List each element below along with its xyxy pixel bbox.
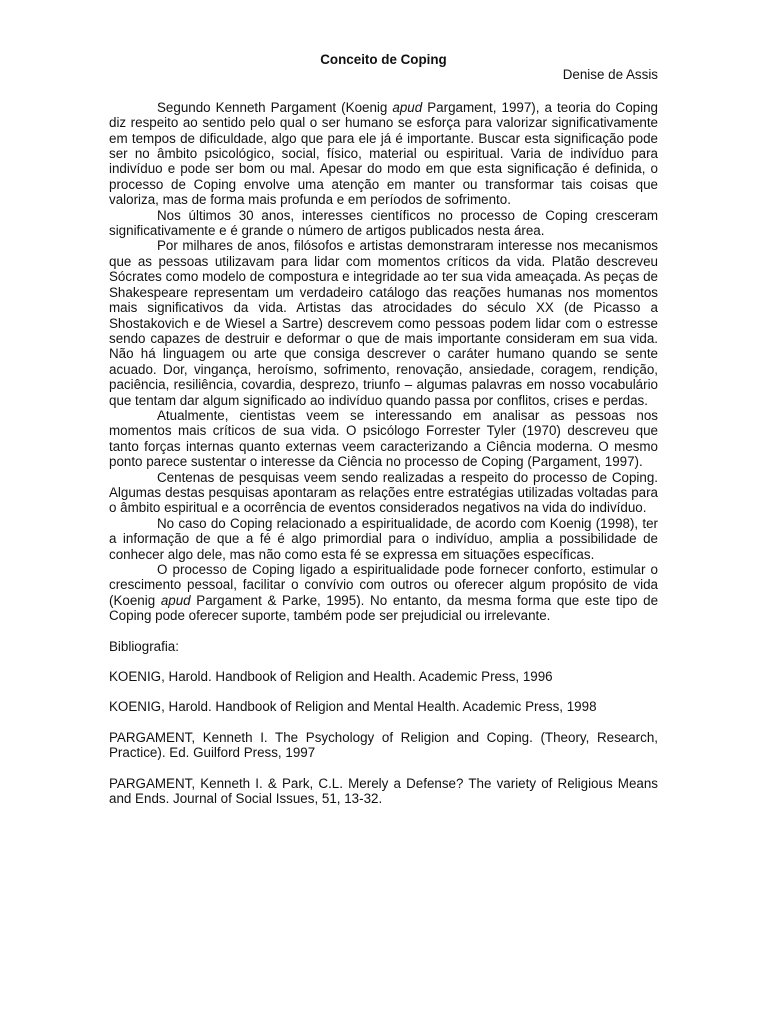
bibliography-heading: Bibliografia: xyxy=(109,638,179,654)
paragraph-text: Nos últimos 30 anos, interesses científicos no processo de Coping cresceram significativamente e é grande o número de artigos publicados nesta área. xyxy=(109,207,658,239)
bibliography-item: PARGAMENT, Kenneth I. The Psychology of Religion and Coping. (Theory, Research, Practice). Ed. Guilford Press, 1997 xyxy=(109,729,658,761)
paragraph-text: Pargament, 1997), a teoria do Coping diz respeito ao sentido pelo qual o ser humano se esforça para valorizar significativamente em tempos de dificuldade, algo que para ele já é importante. Buscar esta significação pode ser no âmbito psicológico, social, físico, material ou espiritual. Varia de indivíduo para indivíduo e pode ser bom ou mal. Apesar do modo em que esta significação é definida, o processo de Coping envolve uma atenção em manter ou transformar tais coisas que valoriza, mas de forma mais profunda e em períodos de sofrimento. xyxy=(109,99,658,208)
body-paragraph xyxy=(109,100,658,208)
body-paragraph xyxy=(109,238,658,407)
body-paragraph xyxy=(109,562,658,624)
bibliography-item: KOENIG, Harold. Handbook of Religion and Health. Academic Press, 1996 xyxy=(109,669,553,685)
body-paragraph xyxy=(109,208,658,239)
italic-text: apud xyxy=(160,592,191,608)
document-content xyxy=(109,52,658,821)
document-author: Denise de Assis xyxy=(562,67,658,83)
paragraph-text: Pargament & Parke, 1995). No entanto, da mesma forma que este tipo de Coping pode oferecer suporte, também pode ser prejudicial ou irrelevante. xyxy=(109,592,659,624)
body-paragraph xyxy=(109,408,658,470)
paragraph-text: O processo de Coping ligado a espiritualidade pode fornecer conforto, estimular o crescimento pessoal, facilitar o convívio com outros ou oferecer algum propósito de vida (Koenig xyxy=(109,562,658,608)
paragraph-text: Por milhares de anos, filósofos e artistas demonstraram interesse nos mecanismos que as pessoas utilizavam para lidar com momentos críticos da vida. Platão descreveu Sócrates como modelo de compostura e integridade ao ter sua vida ameaçada. As peças de Shakespeare representam um verdadeiro catálogo das reações humanas nos momentos mais significativos da vida. Artistas das atrocidades do século XX (de Picasso a Shostakovich e de Wiesel a Sartre) descrevem como pessoas podem lidar com o estresse sendo capazes de destruir e deformar o que de mais importante consideram em sua vida. Não há linguagem ou arte que consiga descrever o caráter humano quando se sente acuado. Dor, vingança, heroísmo, sofrimento, renovação, ansiedade, coragem, rendição, paciência, resiliência, covardia, desprezo, triunfo – algumas palavras em nosso vocabulário que tentam dar algum significado ao indivíduo quando passa por conflitos, crises e perdas. xyxy=(109,238,658,408)
bibliography-list xyxy=(109,669,658,806)
paragraph-text: Atualmente, cientistas veem se interessando em analisar as pessoas nos momentos mais críticos de sua vida. O psicólogo Forrester Tyler (1970) descreveu que tanto forças internas quanto externas veem caracterizando a Ciência moderna. O mesmo ponto parece sustentar o interesse da Ciência no processo de Coping (Pargament, 1997). xyxy=(109,407,658,470)
bibliography-item: PARGAMENT, Kenneth I. & Park, C.L. Merely a Defense? The variety of Religious Means and Ends. Journal of Social Issues, 51, 13-32. xyxy=(109,775,658,807)
body-paragraph xyxy=(109,516,658,562)
paragraph-text: Centenas de pesquisas veem sendo realizadas a respeito do processo de Coping. Algumas destas pesquisas apontaram as relações entre estratégias utilizadas voltadas para o âmbito espiritual e a ocorrência de eventos considerados negativos na vida do indivíduo. xyxy=(109,469,658,516)
body-text xyxy=(109,100,658,624)
bibliography-item: KOENIG, Harold. Handbook of Religion and Mental Health. Academic Press, 1998 xyxy=(109,699,597,715)
italic-text: apud xyxy=(392,99,423,115)
paragraph-text: No caso do Coping relacionado a espiritualidade, de acordo com Koenig (1998), ter a informação de que a fé é algo primordial para o indivíduo, amplia a possibilidade de conhecer algo dele, mas não como esta fé se expressa em situações específicas. xyxy=(109,515,658,562)
paragraph-text: Segundo Kenneth Pargament (Koenig xyxy=(157,99,393,115)
document-title: Conceito de Coping xyxy=(320,52,447,67)
body-paragraph xyxy=(109,470,658,516)
